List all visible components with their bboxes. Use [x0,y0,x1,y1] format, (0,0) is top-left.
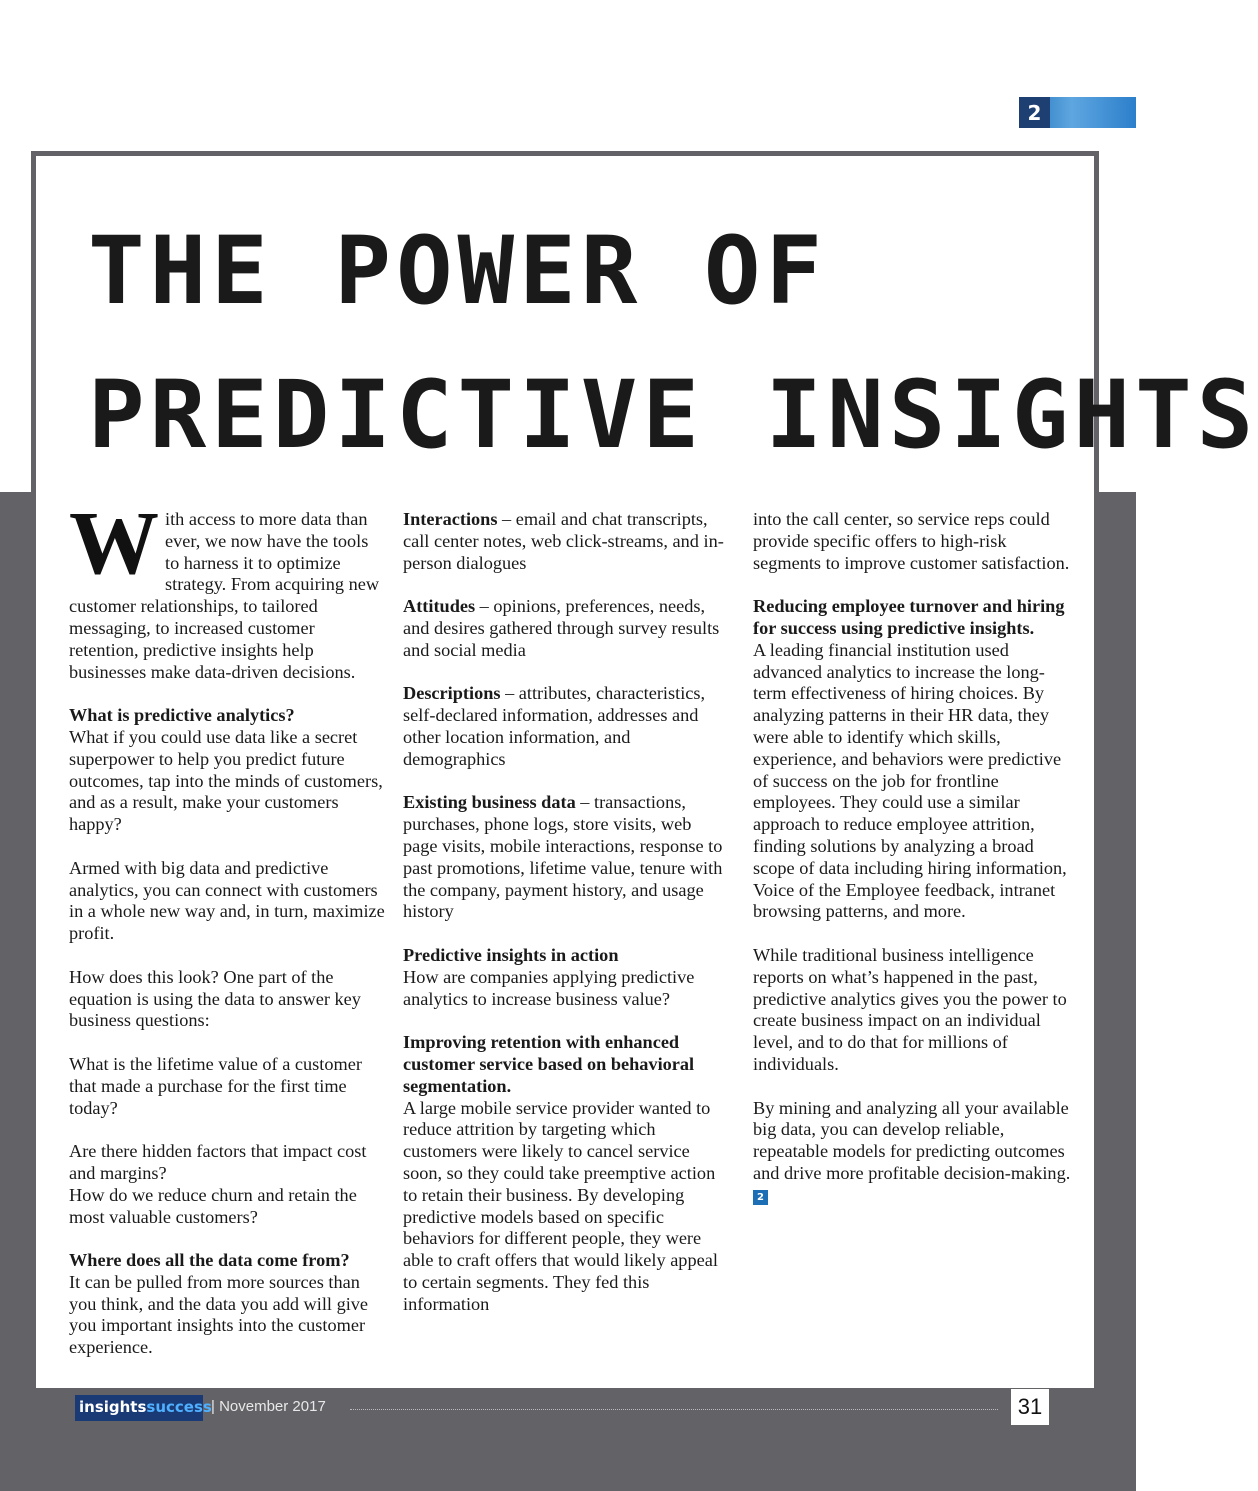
subheading: Reducing employee turnover and hiring for success using predictive insights. [753,596,1065,638]
section-paragraph: Improving retention with enhanced customer service based on behavioral segmentation. A large mobile service provider wanted to reduce attrition by targeting which customers were likely to cancel service soon, so they could take preemptive action to retain their business. By developing predictive models based on specific behaviors for different people, they were able to craft offers that would likely appeal to certain segments. They fed this information [403,1032,718,1314]
paragraph: What is the lifetime value of a customer that made a purchase for the first time today? [69,1053,362,1118]
source-item: Descriptions – attributes, characteristics, self-declared information, addresses and other location information, and demographics [403,683,706,769]
paragraph: Armed with big data and predictive analytics, you can connect with customers in a whole new way and, in turn, maximize profit. [69,857,385,944]
title-line-1: THE POWER OF [88,217,828,326]
brand-logo: insightssuccess [75,1395,203,1421]
section-paragraph: Predictive insights in action How are companies applying predictive analytics to increase business value? [403,944,695,1009]
page-number: 31 [1011,1389,1049,1425]
paragraph: How does this look? One part of the equation is using the data to answer key business questions: [69,966,361,1031]
section-tab [1019,97,1136,128]
brand-mark-icon: 2 [1019,97,1050,128]
column-2 [403,509,725,1315]
intro-paragraph: With access to more data than ever, we now have the tools to harness it to optimize strategy. From acquiring new customer relationships, to tailored messaging, to increased customer retention, predictive insights help businesses make data-driven decisions. [69,494,380,682]
section-paragraph: What is predictive analytics? What if you could use data like a secret superpower to help you predict future outcomes, tap into the minds of customers, and as a result, make your customers happy? [69,705,383,835]
paragraph: While traditional business intelligence reports on what’s happened in the past, predictive analytics gives you the power to create business impact on an individual level, and to do that for millions of individuals. [753,944,1067,1074]
paragraph: Are there hidden factors that impact cost and margins? How do we reduce churn and retain the most valuable customers? [69,1141,367,1227]
source-item: Attitudes – opinions, preferences, needs, and desires gathered through survey results and social media [403,596,720,660]
title-line-2: PREDICTIVE INSIGHTS [88,361,1258,470]
footer [75,1394,1075,1424]
subheading: Where does all the data come from? [69,1250,350,1271]
subheading: Predictive insights in action [403,944,619,965]
subheading: Improving retention with enhanced customer service based on behavioral segmentation. [403,1032,695,1096]
column-1 [69,494,387,1359]
paragraph: into the call center, so service reps could provide specific offers to high-risk segments to improve customer satisfaction. [753,509,1070,573]
source-item: Interactions – email and chat transcripts, call center notes, web click-streams, and in-person dialogues [403,509,724,573]
paragraph: By mining and analyzing all your available big data, you can develop reliable, repeatable models for predicting outcomes and drive more profitable decision-making. 2 [753,1097,1071,1203]
column-3 [753,509,1073,1207]
issue-date: | November 2017 [211,1398,326,1415]
end-mark-icon: 2 [753,1190,768,1205]
subheading: What is predictive analytics? [69,705,295,726]
section-paragraph: Reducing employee turnover and hiring for success using predictive insights. A leading financial institution used advanced analytics to increase the long-term effectiveness of hiring choices. By analyzing patterns in their HR data, they were able to identify which skills, experience, and behaviors were predictive of success on the job for frontline employees. They could use a similar approach to reduce employee attrition, finding solutions by analyzing a broad scope of data including hiring information, Voice of the Employee feedback, intranet browsing patterns, and more. [753,596,1067,922]
footer-divider [350,1409,998,1410]
source-item: Existing business data – transactions, purchases, phone logs, store visits, web page visits, mobile interactions, response to past promotions, lifetime value, tenure with the company, payment history, and usage history [403,792,723,922]
page-title [88,200,1258,488]
drop-cap: W [69,494,159,593]
section-paragraph: Where does all the data come from? It can be pulled from more sources than you think, and the data you add will give you important insights into the customer experience. [69,1250,369,1358]
